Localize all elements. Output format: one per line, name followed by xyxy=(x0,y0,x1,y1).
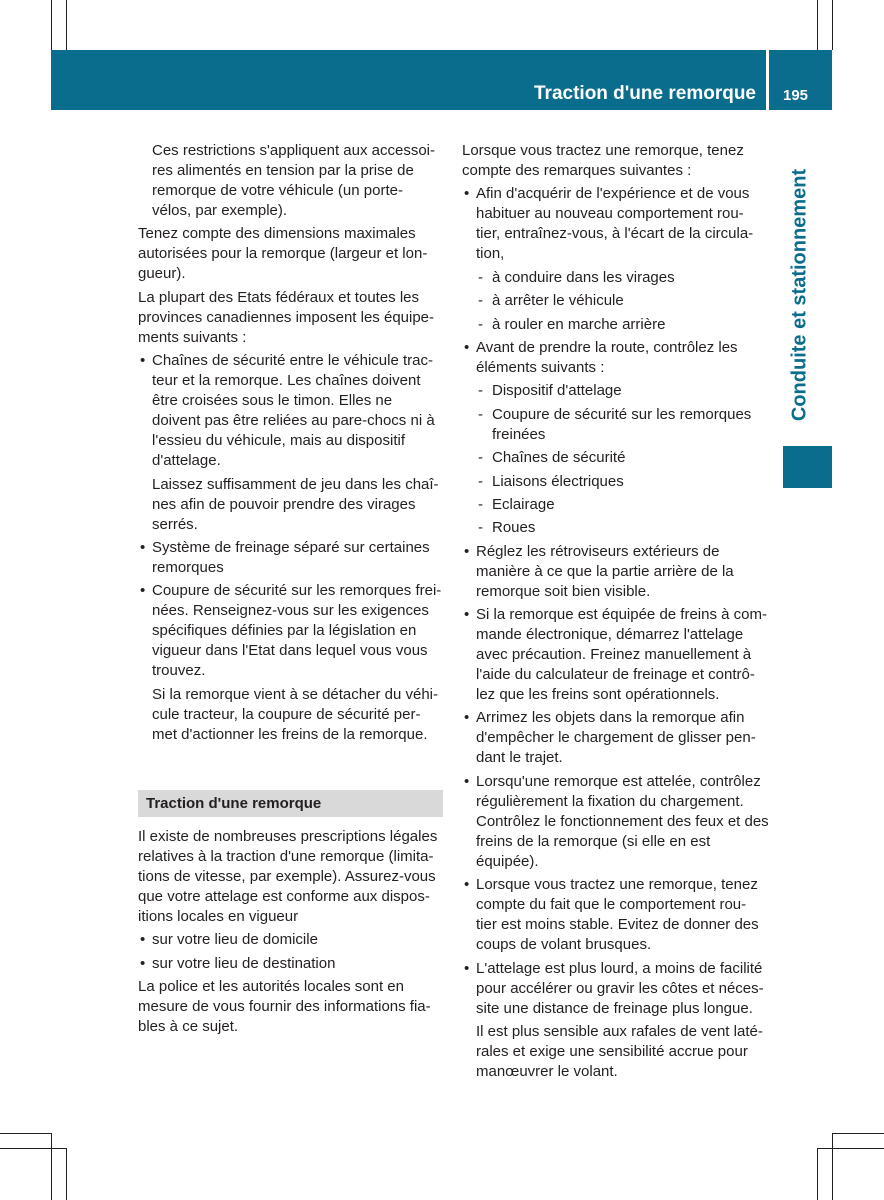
bullet-marker: • xyxy=(464,772,470,790)
dash-marker: - xyxy=(478,449,483,467)
chapter-tab xyxy=(769,155,832,435)
bullet-marker: • xyxy=(140,931,146,949)
crop-mark xyxy=(51,1133,52,1200)
bullet-marker: • xyxy=(140,582,146,600)
list-item xyxy=(462,772,769,872)
list-item-text: Lorsque vous tractez une remorque, tenez compte du fait que le comportement rou- tier est moins stable. Evitez de donner des coups de volant brusques. xyxy=(476,876,759,954)
list-item xyxy=(462,184,769,264)
crop-mark xyxy=(0,1133,51,1134)
bullet-marker: • xyxy=(464,876,470,894)
list-item xyxy=(462,542,769,602)
list-item-text: Coupure de sécurité sur les remorques frei- nées. Renseignez-vous sur les exigences spécifiques définies par la législation en vigueur dans l'Etat dans lequel vous vous trouvez. xyxy=(152,582,442,680)
dash-marker: - xyxy=(478,405,483,423)
chapter-tab-label: Conduite et stationnement xyxy=(788,168,811,422)
crop-mark xyxy=(817,1148,884,1149)
dash-marker: - xyxy=(478,472,483,490)
right-column xyxy=(462,141,769,1085)
sub-list-item-text: à arrêter le véhicule xyxy=(492,292,624,310)
page-header-bar xyxy=(51,50,766,110)
sub-list-item-text: Chaînes de sécurité xyxy=(492,449,626,467)
dash-marker: - xyxy=(478,315,483,333)
sub-list-item-text: Dispositif d'attelage xyxy=(492,382,622,400)
list-item xyxy=(462,875,769,955)
sub-list-item xyxy=(462,448,769,468)
bullet-marker: • xyxy=(140,954,146,972)
paragraph: La plupart des Etats fédéraux et toutes les provinces canadiennes imposent les équipe- ments suivants : xyxy=(138,288,435,346)
sub-list-item-text: Coupure de sécurité sur les remorques freinées xyxy=(492,405,752,443)
crop-mark xyxy=(0,1148,66,1149)
page-title: Traction d'une remorque xyxy=(534,83,756,104)
sub-list-item xyxy=(462,472,769,492)
paragraph: Il est plus sensible aux rafales de vent laté- rales et exige une sensibilité accrue pour manœuvrer le volant. xyxy=(476,1023,763,1081)
sub-list-item xyxy=(462,268,769,288)
list-item xyxy=(138,954,443,974)
dash-marker: - xyxy=(478,292,483,310)
crop-mark xyxy=(817,0,818,50)
sub-list-item-text: Liaisons électriques xyxy=(492,472,624,490)
list-item-text: Lorsqu'une remorque est attelée, contrôlez régulièrement la fixation du chargement. Contrôlez le fonctionnement des feux et des freins de la remorque (si elle en est équipée). xyxy=(476,772,769,870)
list-item-text: L'attelage est plus lourd, a moins de facilité pour accélérer ou gravir les côtes et néces- site une distance de freinage plus longue. xyxy=(476,959,764,1017)
paragraph: Si la remorque vient à se détacher du véhi- cule tracteur, la coupure de sécurité per- met d'actionner les freins de la remorque. xyxy=(152,685,438,743)
list-item-text: Afin d'acquérir de l'expérience et de vous habituer au nouveau comportement rou- tier, entraînez-vous, à l'écart de la circula- tion, xyxy=(476,185,754,263)
dash-marker: - xyxy=(478,268,483,286)
list-item-text: Si la remorque est équipée de freins à com- mande électronique, démarrez l'attelage avec précaution. Freinez manuellement à l'aide du calculateur de freinage et contrô- lez que les freins sont opérationnels. xyxy=(476,606,767,704)
paragraph: La police et les autorités locales sont en mesure de vous fournir des informations fia- bles à ce sujet. xyxy=(138,977,431,1035)
paragraph: Ces restrictions s'appliquent aux accessoi- res alimentés en tension par la prise de remorque de votre véhicule (un porte- vélos, par exemple). xyxy=(152,142,435,219)
crop-mark xyxy=(66,0,67,50)
page-number-box xyxy=(769,50,832,110)
list-item xyxy=(138,351,443,471)
paragraph: Laissez suffisamment de jeu dans les chaî- nes afin de pouvoir prendre des virages serrés. xyxy=(152,475,439,533)
sub-list-item-text: à rouler en marche arrière xyxy=(492,315,666,333)
bullet-marker: • xyxy=(464,709,470,727)
list-item xyxy=(462,338,769,378)
paragraph: Il existe de nombreuses prescriptions légales relatives à la traction d'une remorque (limita- tions de vitesse, par exemple). Assurez-vous que votre attelage est conforme aux dispos- itions locales en vigueur xyxy=(138,827,438,925)
sub-list-item xyxy=(462,315,769,335)
list-item xyxy=(462,605,769,705)
list-item xyxy=(138,930,443,950)
crop-mark xyxy=(832,0,833,50)
bullet-marker: • xyxy=(464,185,470,203)
list-item-text: Réglez les rétroviseurs extérieurs de manière à ce que la partie arrière de la remorque soit bien visible. xyxy=(476,542,734,600)
left-column xyxy=(138,141,443,1040)
sub-list-item xyxy=(462,405,769,445)
bullet-marker: • xyxy=(140,352,146,370)
crop-mark xyxy=(832,1133,833,1200)
dash-marker: - xyxy=(478,495,483,513)
sub-list-item-text: Eclairage xyxy=(492,495,555,513)
sub-list-item xyxy=(462,518,769,538)
chapter-tab-marker xyxy=(783,446,832,488)
bullet-marker: • xyxy=(464,338,470,356)
list-item-text: Avant de prendre la route, contrôlez les éléments suivants : xyxy=(476,338,738,376)
list-item-text: Système de freinage séparé sur certaines remorques xyxy=(152,538,430,576)
page-number: 195 xyxy=(783,87,809,104)
bullet-marker: • xyxy=(464,606,470,624)
list-item xyxy=(462,959,769,1019)
sub-list-item xyxy=(462,291,769,311)
dash-marker: - xyxy=(478,519,483,537)
paragraph: Lorsque vous tractez une remorque, tenez compte des remarques suivantes : xyxy=(462,142,744,179)
bullet-marker: • xyxy=(464,959,470,977)
list-item-text: sur votre lieu de destination xyxy=(152,954,336,972)
sub-list-item xyxy=(462,495,769,515)
list-item-text: sur votre lieu de domicile xyxy=(152,931,318,949)
crop-mark xyxy=(66,1148,67,1200)
bullet-marker: • xyxy=(140,538,146,556)
crop-mark xyxy=(832,1133,884,1134)
section-heading: Traction d'une remorque xyxy=(138,790,443,817)
list-item xyxy=(138,581,443,681)
paragraph: Tenez compte des dimensions maximales autorisées pour la remorque (largeur et lon- gueur). xyxy=(138,225,428,283)
sub-list-item xyxy=(462,381,769,401)
crop-mark xyxy=(51,0,52,50)
sub-list-item-text: à conduire dans les virages xyxy=(492,268,675,286)
crop-mark xyxy=(817,1148,818,1200)
list-item-text: Chaînes de sécurité entre le véhicule trac- teur et la remorque. Les chaînes doivent être croisées sous le timon. Elles ne doivent pas être reliées au pare-chocs ni à l'essieu du véhicule, mais au dispositif d'attelage. xyxy=(152,352,435,470)
sub-list-item-text: Roues xyxy=(492,519,536,537)
bullet-marker: • xyxy=(464,542,470,560)
list-item xyxy=(462,708,769,768)
dash-marker: - xyxy=(478,382,483,400)
list-item-text: Arrimez les objets dans la remorque afin d'empêcher le chargement de glisser pen- dant le trajet. xyxy=(476,709,756,767)
list-item xyxy=(138,538,443,578)
